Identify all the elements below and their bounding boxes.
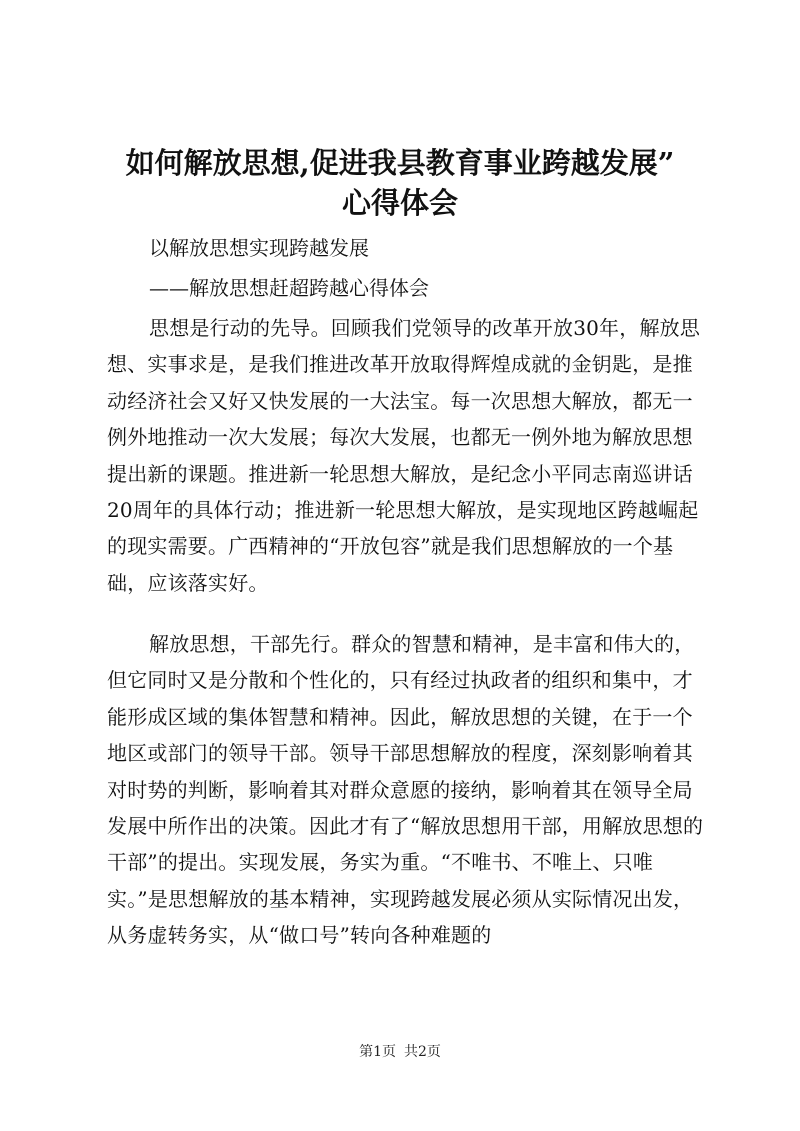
page-total: 共2页 (404, 1044, 441, 1060)
document-subheading: ——解放思想赶超跨越心得体会 (149, 276, 429, 300)
paragraph-1: 思想是行动的先导。回顾我们党领导的改革开放30年，解放思想、实事求是，是我们推进改革开放取得辉煌成就的金钥匙，是推动经济社会又好又快发展的一大法宝。每一次思想大解放，都无一例外地推动一次大发展；每次大发展，也都无一例外地为解放思想提出新的课题。推进新一轮思想大解放，是纪念小平同志南巡讲话20周年的具体行动；推进新一轮思想大解放，是实现地区跨越崛起的现实需要。广西精神的“开放包容”就是我们思想解放的一个基础，应该落实好。 (107, 316, 701, 595)
document-title-line-1: 如何解放思想,促进我县教育事业跨越发展” (125, 146, 675, 180)
document-heading: 以解放思想实现跨越发展 (149, 236, 369, 260)
page-footer (0, 1042, 800, 1062)
paragraph-2: 解放思想，干部先行。群众的智慧和精神，是丰富和伟大的，但它同时又是分散和个性化的，只有经过执政者的组织和集中，才能形成区域的集体智慧和精神。因此，解放思想的关键，在于一个地区或部门的领导干部。领导干部思想解放的程度，深刻影响着其对时势的判断，影响着其对群众意愿的接纳，影响着其在领导全局发展中所作出的决策。因此才有了“解放思想用干部，用解放思想的干部”的提出。实现发展，务实为重。“不唯书、不唯上、只唯实。”是思想解放的基本精神，实现跨越发展必须从实际情况出发，从务虚转务实，从“做口号”转向各种难题的 (107, 632, 704, 948)
document-title-line-2: 心得体会 (341, 186, 458, 220)
page-number: 第1页 (359, 1044, 396, 1060)
